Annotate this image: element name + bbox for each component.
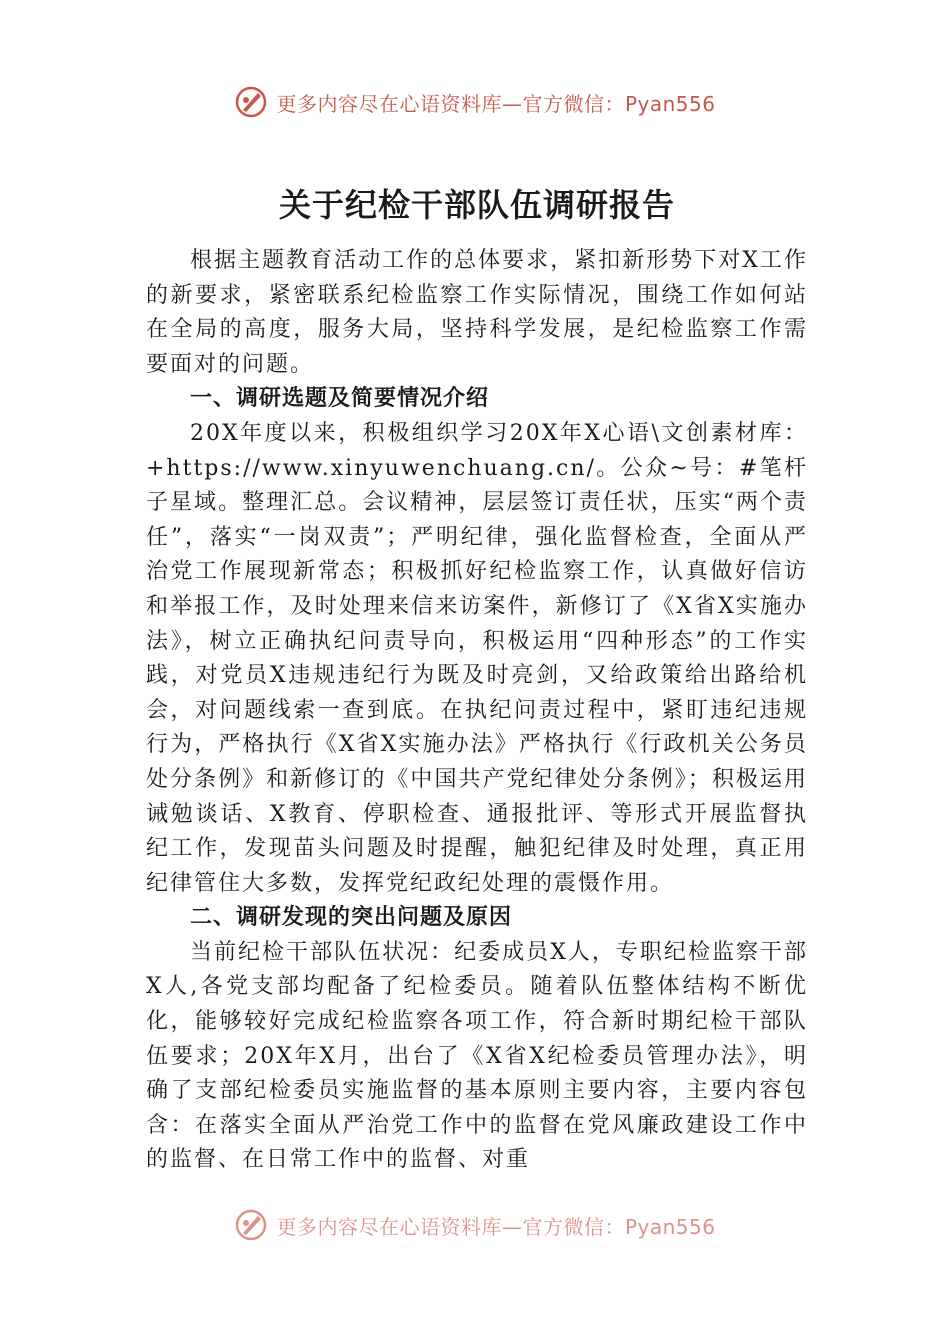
section-1-paragraph: 20X年度以来，积极组织学习20X年X心语\文创素材库：+https://www.xinyuwenchuang.cn/。公众~号：#笔杆子星域。整理汇总。会议精神，层层签订责任状，压实“两个责任”，落实“一岗双责”；严明纪律，强化监督检查，全面从严治党工作展现新常态；积极抓好纪检监察工作，认真做好信访和举报工作，及时处理来信来访案件，新修订了《X省X实施办法》，树立正确执纪问责导向，积极运用“四种形态”的工作实践，对党员X违规违纪行为既及时亮剑，又给政策给出路给机会，对问题线索一查到底。在执纪问责过程中，紧盯违纪违规行为，严格执行《X省X实施办法》严格执行《行政机关公务员处分条例》和新修订的《中国共产党纪律处分条例》；积极运用诫勉谈话、X教育、停职检查、通报批评、等形式开展监督执纪工作，发现苗头问题及时提醒，触犯纪律及时处理，真正用纪律管住大多数，发挥党纪政纪处理的震慑作用。	[146, 420, 808, 896]
watermark-header	[0, 82, 950, 122]
intro-paragraph: 根据主题教育活动工作的总体要求，紧扣新形势下对X工作的新要求，紧密联系纪检监察工作实际情况，围绕工作如何站在全局的高度，服务大局，坚持科学发展，是纪检监察工作需要面对的问题。	[146, 248, 808, 377]
watermark-footer	[0, 1205, 950, 1245]
document-body	[146, 244, 808, 1280]
document-page	[146, 180, 808, 1280]
watermark-text: 更多内容尽在心语资料库—官方微信：Pyan556	[276, 91, 716, 116]
document-title: 关于纪检干部队伍调研报告	[278, 186, 675, 224]
section-2-paragraph: 当前纪检干部队伍状况：纪委成员X人，专职纪检监察干部X人,各党支部均配备了纪检委员。随着队伍整体结构不断优化，能够较好完成纪检监察各项工作，符合新时期纪检干部队伍要求；20X年X月，出台了《X省X纪检委员管理办法》，明确了支部纪检委员实施监督的基本原则主要内容，主要内容包含：在落实全面从严治党工作中的监督在党风廉政建设工作中的监督、在日常工作中的监督、对重	[146, 939, 808, 1173]
pen-circle-logo-icon	[234, 85, 268, 119]
pen-circle-logo-icon	[234, 1208, 268, 1242]
watermark-text: 更多内容尽在心语资料库—官方微信：Pyan556	[276, 1214, 716, 1239]
section-2-heading: 二、调研发现的突出问题及原因	[190, 905, 513, 931]
section-1-heading: 一、调研选题及简要情况介绍	[190, 386, 490, 412]
